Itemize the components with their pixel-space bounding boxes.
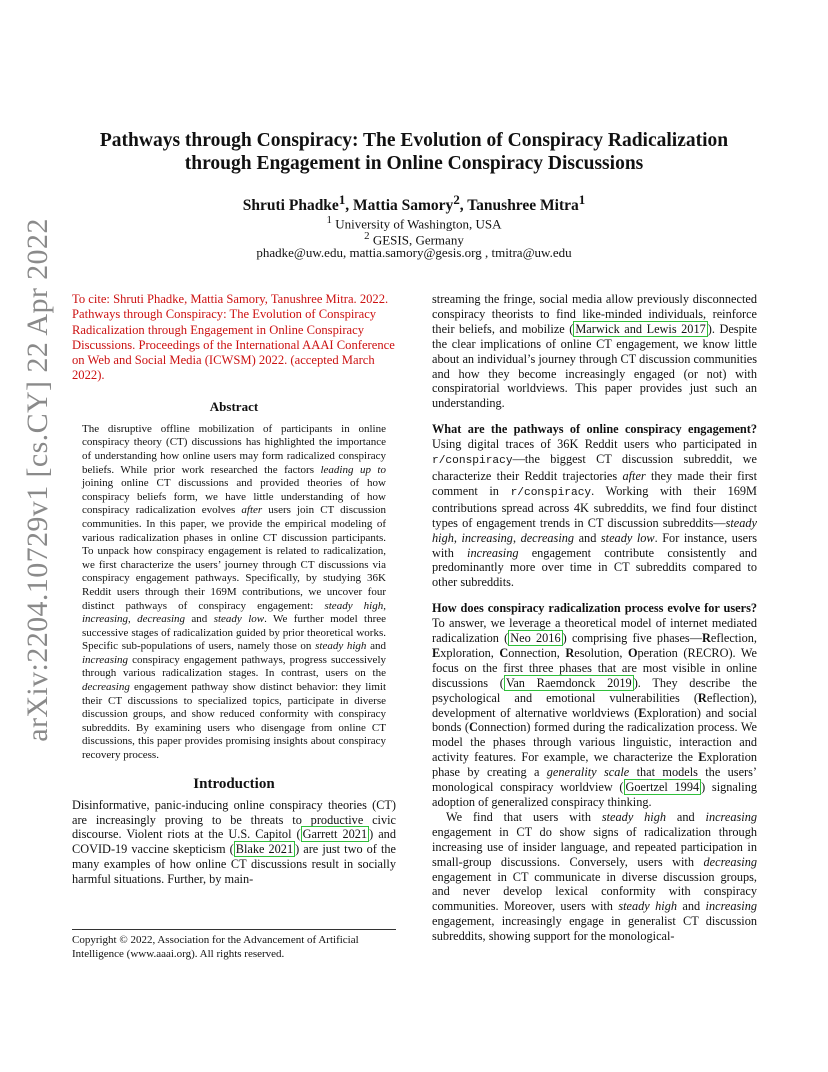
author-affiliation-mark: 2 [453,192,460,207]
citation-link[interactable]: Garrett 2021 [302,827,368,842]
abstract-heading: Abstract [209,398,259,414]
findings-paragraph: We find that users with steady high and increasing engagement in CT do show signs of radicalization through increasing use of insider language, and repeated participation in small-group discussions. Conversely, users with decreasing engagement in CT communicate in diverse discussion groups, and never develop lexical conformity with conspiracy communities. Moreover, users with steady high and increasing engagement, increasingly engage in generalist CT discussion subreddits, showing support for the monological- [432,809,758,944]
citation-link[interactable]: Van Raemdonck 2019 [505,675,632,690]
author-affiliation-mark: 1 [578,192,586,207]
citation-link[interactable]: Goertzel 1994 [625,780,700,795]
introduction-heading: Introduction [193,775,275,792]
citation-link[interactable]: Neo 2016 [510,631,561,646]
author-affiliation-mark: 1 [338,192,346,207]
author-name: Mattia Samory [353,197,454,215]
author-list: Shruti Phadke$^1$, Mattia Samory$^2$, Tanushree Mitra$^1$ [242,192,586,215]
radicalization-paragraph: How does conspiracy radicalization process evolve for users? To answer, we leverage a theoretical model of internet mediated radicalization ( Neo 2016 ) comprising five phases—Reflection, Exploration, Connection, Resolution, Operation (RECRO). We focus on the first three phases that are most visible in online discussions ( Van Raemdonck 2019 ). They describe the psychological and emotional vulnerabilities (Reflection), development of alternative worldviews (Exploration) and social bonds (Connection) formed during the radicalization process. We model the phases through various linguistic, interaction and activity features. For example, we characterize the Exploration phase by creating a generality scale that models the users’ monological conspiracy worldview ( Goertzel 1994 ) signaling adoption of generalized conspiracy thinking. [432,601,758,809]
affiliation-2: $^2$ GESIS, Germany [364,230,464,248]
paragraph-heading: How does conspiracy radicalization process evolve for users? [432,601,757,616]
paper-title: Pathways through Conspiracy: The Evolution of Conspiracy Radicalization through Engagement in Online Conspiracy Discussions [99,130,729,174]
paragraph-heading: What are the pathways of online conspiracy engagement? [432,422,757,437]
author-emails: phadke@uw.edu, mattia.samory@gesis.org , tmitra@uw.edu [256,245,572,260]
author-name: Shruti Phadke [242,197,339,215]
affiliation-1: $^1$ University of Washington, USA [326,214,502,232]
citation-link[interactable]: Blake 2021 [235,842,294,857]
abstract-text: The disruptive offline mobilization of participants in online conspiracy theory (CT) discussions has highlighted the importance of understanding how online users may form radicalized conspiracy beliefs. While prior work researched the factors leading up to joining online CT discussions and provided theories of how conspiracy beliefs form, we have little understanding of how conspiracy radicalization evolves after users join CT discussion communities. In this paper, we provide the empirical modeling of various radicalization phases in online CT discussion participants. To unpack how conspiracy engagement is related to radicalization, we first characterize the users’ journey through CT discussions via conspiracy engagement pathways. Specifically, by studying 36K Reddit users through their 169M contributions, we uncover four distinct pathways of conspiracy engagement: steady high, increasing, decreasing and steady low. We further model three successive stages of radicalization guided by prior theoretical works. Specific sub-populations of users, namely those on steady high and increasing conspiracy engagement pathways, progress successively through various radicalization stages. In contrast, users on the decreasing engagement pathway show distinct behavior: they limit their CT discussions to specialized topics, participate in diverse discussion groups, and show reduced conformity with conspiracy subreddits. By examining users who disengage from online CT discussions, this paper provides promising insights about conspiracy recovery process. [82,422,386,762]
introduction-text: Disinformative, panic-inducing online conspiracy theories (CT) are increasingly proving to be threats to productive civic discourse. Violent riots at the U.S. Capitol ( Garrett 2021 ) and COVID-19 vaccine skepticism ( Blake 2021 ) are just two of the many examples of how online CT discussions result in socially harmful situations. Further, by main- [72,797,396,887]
citation-note: To cite: Shruti Phadke, Mattia Samory, Tanushree Mitra. 2022. Pathways through Conspiracy: The Evolution of Conspiracy Radicalization through Engagement in Online Conspiracy Discussions. Proceedings of the International AAAI Conference on Web and Social Media (ICWSM) 2022. (accepted March 2022). [72,292,395,383]
arxiv-sidebar [16,218,60,742]
right-column [432,292,757,944]
left-column [72,292,396,887]
intro-continuation: streaming the fringe, social media allow previously disconnected conspiracy theorists to find like-minded individuals, reinforce their beliefs, and mobilize ( Marwick and Lewis 2017 ). Despite the clear implications of online CT engagement, we know little about an individual’s journey through CT discussion communities and how they become increasingly engaged (or not) with conspiratorial worldviews. This paper provides just such an understanding. [432,292,758,411]
author-name: Tanushree Mitra [467,197,579,215]
pathways-paragraph: What are the pathways of online conspiracy engagement? Using digital traces of 36K Reddit users who participated in r/conspiracy—the biggest CT discussion subreddit, we characterize their Reddit trajectories after they made their first comment in r/conspiracy. Working with their 169M contributions spread across 4K subreddits, we find four distinct types of engagement trends in CT discussion subreddits—steady high, increasing, decreasing and steady low. For instance, users with increasing engagement contribute consistently and predominantly more over time in CT subreddits compared to other subreddits. [432,422,757,590]
citation-link[interactable]: Marwick and Lewis 2017 [575,321,706,336]
arxiv-identifier: arXiv:2204.10729v1 [cs.CY] 22 Apr 2022 [21,218,54,742]
copyright-notice: Copyright © 2022, Association for the Advancement of Artificial Intelligence (www.aaai.org). All rights reserved. [72,929,396,962]
